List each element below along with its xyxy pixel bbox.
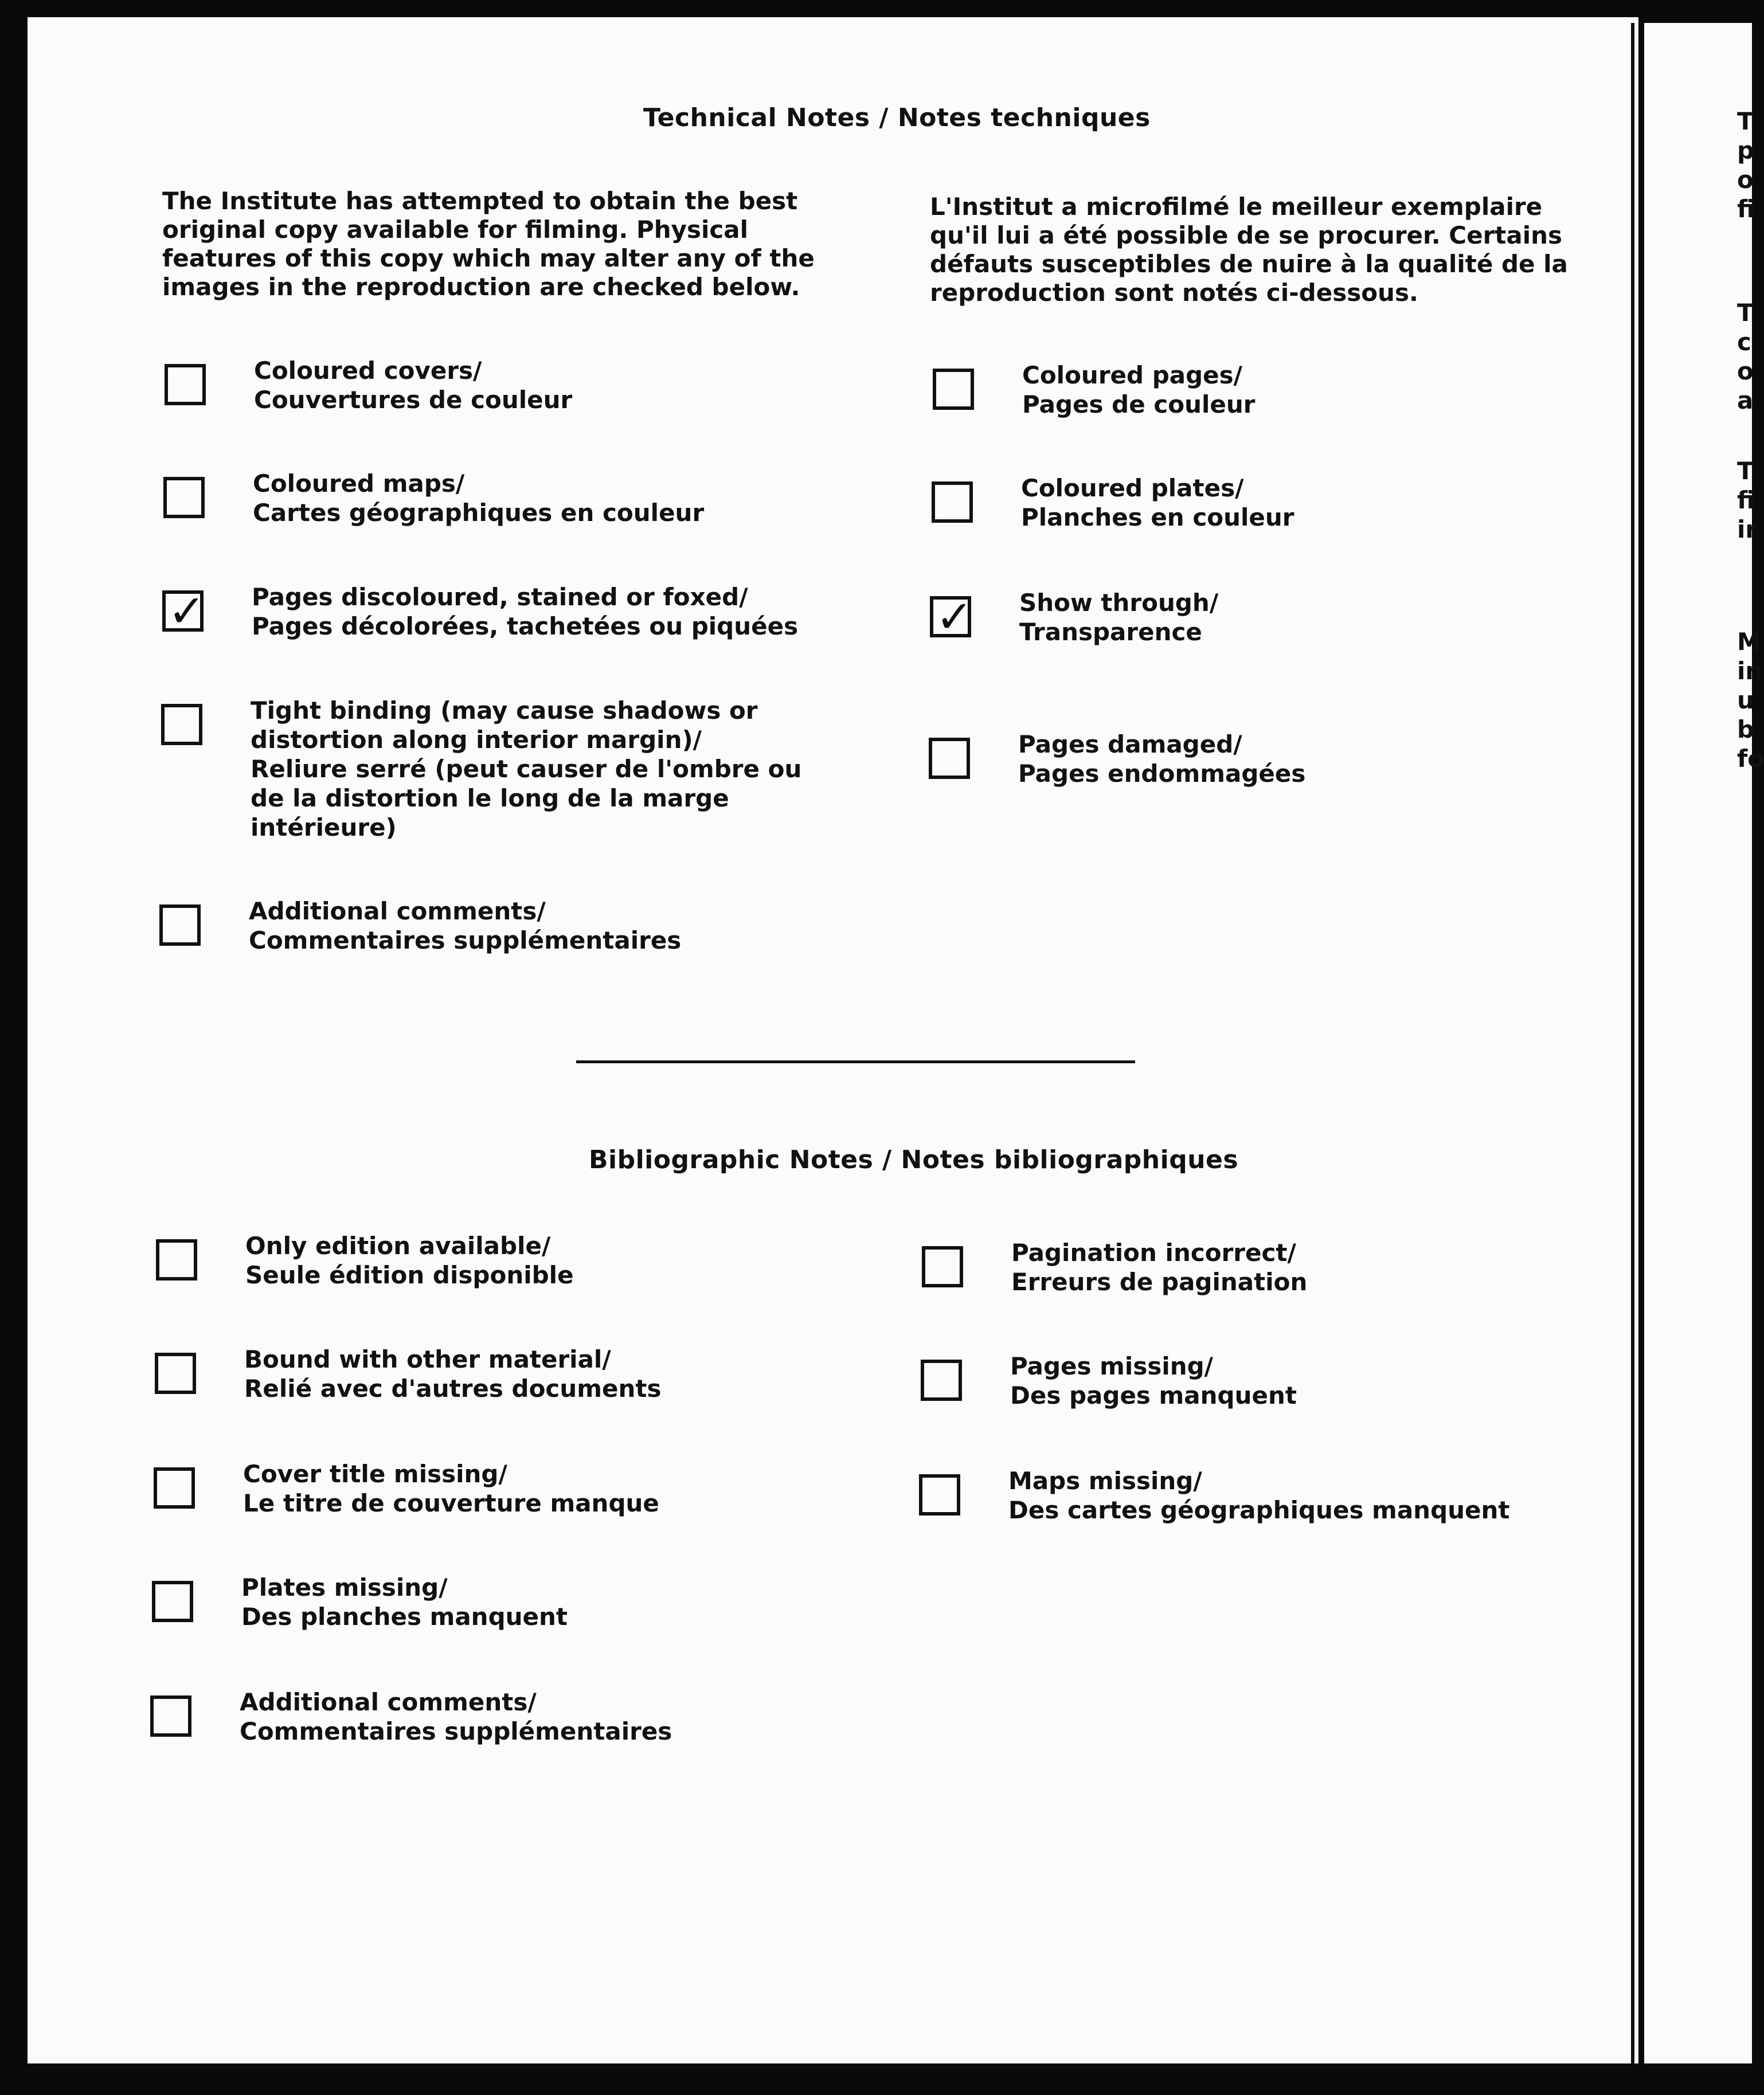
checklist-label: Pagination incorrect/ Erreurs de pagination xyxy=(1011,1239,1308,1296)
checkbox xyxy=(156,1239,197,1281)
section-divider-line xyxy=(576,1060,1135,1063)
technical-intro-en: The Institute has attempted to obtain the best original copy available for filming. Physical features of this copy which may alter any of the images in the reproduction are checked below. xyxy=(162,187,815,301)
checklist-label: Coloured covers/ Couvertures de couleur xyxy=(254,357,573,414)
checklist-label: Pages damaged/ Pages endommagées xyxy=(1018,730,1306,788)
edge-fragment-2: T c o a xyxy=(1737,299,1754,414)
page-divider xyxy=(1631,23,1634,2063)
checkbox xyxy=(154,1467,195,1509)
checkbox xyxy=(161,704,202,745)
checkbox xyxy=(921,1360,962,1401)
checkbox xyxy=(933,369,974,410)
checklist-label: Cover title missing/ Le titre de couverture manque xyxy=(243,1460,659,1517)
edge-fragment-3: T fi ir xyxy=(1737,457,1758,543)
checklist-label: Coloured pages/ Pages de couleur xyxy=(1022,361,1255,418)
checkbox xyxy=(155,1353,196,1394)
checkbox xyxy=(163,477,205,518)
edge-fragment-1: T p o fi xyxy=(1737,107,1755,223)
technical-intro-fr: L'Institut a microfilmé le meilleur exemplaire qu'il lui a été possible de se procurer. Certains défauts susceptibles de nuire à la qualité de la reproduction sont notés ci-dessous. xyxy=(930,193,1568,307)
checkbox xyxy=(929,738,970,779)
checkbox xyxy=(152,1581,193,1622)
checkbox xyxy=(932,481,973,523)
checklist-label: Coloured plates/ Planches en couleur xyxy=(1021,474,1294,531)
checklist-label: Tight binding (may cause shadows or distortion along interior margin)/ Reliure serré (peut causer de l'ombre ou de la distortion le long de la marge intérieure) xyxy=(251,696,802,841)
bibliographic-notes-title: Bibliographic Notes / Notes bibliographiques xyxy=(589,1145,1239,1174)
checklist-label: Pages discoloured, stained or foxed/ Pages décolorées, tachetées ou piquées xyxy=(252,583,799,640)
checklist-label: Additional comments/ Commentaires supplémentaires xyxy=(240,1688,672,1745)
checkbox xyxy=(159,904,201,946)
edge-fragment-4: M in u b fo xyxy=(1737,628,1764,773)
checkmark-icon: ✓ xyxy=(936,592,973,643)
checked-box xyxy=(930,592,973,643)
technical-notes-title: Technical Notes / Notes techniques xyxy=(643,103,1151,132)
adjacent-page-strip xyxy=(1644,23,1752,2063)
checklist-label: Pages missing/ Des pages manquent xyxy=(1010,1352,1297,1409)
checkmark-icon: ✓ xyxy=(168,586,206,637)
checklist-label: Only edition available/ Seule édition disponible xyxy=(245,1232,574,1289)
checkbox xyxy=(165,364,206,405)
checklist-label: Show through/ Transparence xyxy=(1019,589,1219,646)
checklist-label: Bound with other material/ Relié avec d'autres documents xyxy=(244,1345,662,1403)
checklist-label: Plates missing/ Des planches manquent xyxy=(241,1573,568,1631)
checklist-label: Coloured maps/ Cartes géographiques en couleur xyxy=(253,469,705,527)
checked-box xyxy=(162,586,206,637)
checkbox xyxy=(150,1695,191,1737)
checkbox xyxy=(922,1246,963,1287)
document-page xyxy=(28,17,1638,2063)
checkbox xyxy=(919,1474,960,1516)
checklist-label: Additional comments/ Commentaires supplémentaires xyxy=(249,897,682,954)
checklist-label: Maps missing/ Des cartes géographiques manquent xyxy=(1008,1467,1510,1524)
